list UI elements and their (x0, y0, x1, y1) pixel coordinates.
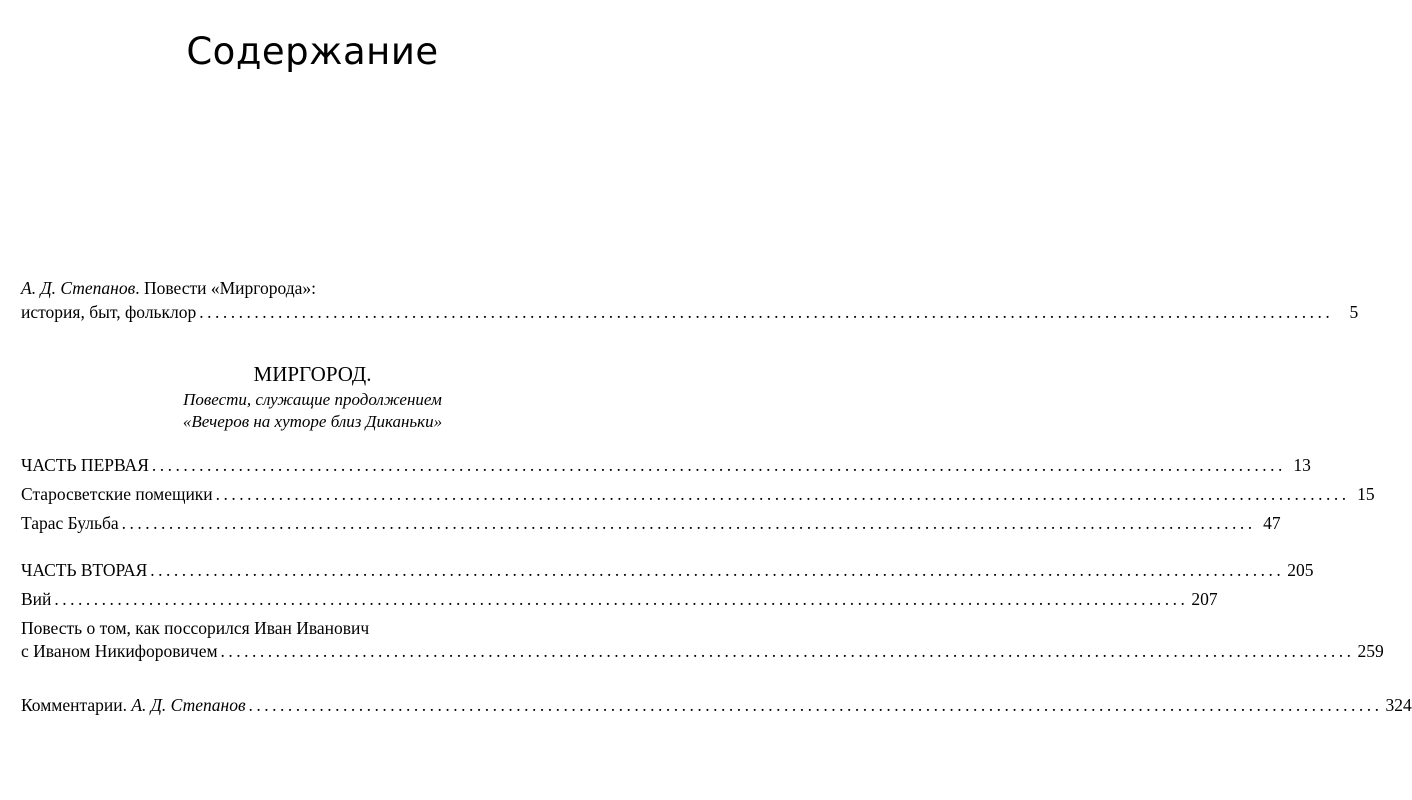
part2-title: ЧАСТЬ ВТОРАЯ (21, 560, 148, 580)
toc-entry-intro-line1 (21, 276, 593, 300)
page-number: 324 (1385, 695, 1412, 715)
intro-title-part2: история, быт, фольклор (21, 302, 197, 322)
entry-title: Старосветские помещики (21, 484, 213, 504)
page-number: 207 (1191, 589, 1218, 609)
intro-author: А. Д. Степанов (21, 278, 136, 298)
dot-leader: ................................................................................................................................................ (151, 455, 1286, 475)
entry-title: Тарас Бульба (21, 513, 119, 533)
povest-title-line2: с Иваном Никифоровичем (21, 641, 218, 661)
dot-leader: ................................................................................................................................................ (220, 641, 1355, 661)
comments-author: А. Д. Степанов (131, 695, 246, 715)
toc-entry-taras-bulba[interactable] (21, 509, 1281, 538)
section-title: МИРГОРОД. (253, 362, 372, 386)
toc-entry-part1[interactable] (21, 450, 1311, 480)
toc-comments (21, 693, 1412, 717)
section-subtitle-line2: «Вечеров на хуторе близ Диканьки» (182, 412, 443, 431)
page-number: 47 (1263, 513, 1281, 533)
toc-entry-povest[interactable] (21, 613, 1384, 663)
toc-entry-intro-line2 (21, 300, 1359, 324)
povest-title-line1: Повесть о том, как поссорился Иван Иванович (21, 618, 370, 638)
povest-title-line2-row (21, 639, 1384, 663)
section-subtitle-line1: Повести, служащие продолжением (183, 390, 442, 409)
dot-leader: ................................................................................................................................................ (199, 302, 1334, 322)
toc-part1 (21, 450, 1375, 538)
entry-title: Вий (21, 589, 52, 609)
toc-part2 (21, 555, 1384, 663)
toc-entry-part2[interactable] (21, 555, 1314, 585)
page-number: 5 (1349, 302, 1359, 322)
page-number: 15 (1357, 484, 1375, 504)
dot-leader: ................................................................................................................................................ (248, 695, 1383, 715)
toc-entry-vii[interactable] (21, 585, 1218, 613)
toc-entry-comments[interactable] (21, 693, 1412, 717)
part1-title: ЧАСТЬ ПЕРВАЯ (21, 455, 149, 475)
intro-title-part1: . Повести «Миргорода»: (135, 278, 317, 298)
toc-entry-intro[interactable] (21, 276, 1359, 324)
dot-leader: ................................................................................................................................................ (54, 589, 1189, 609)
dot-leader: ................................................................................................................................................ (215, 484, 1350, 504)
dot-leader: ................................................................................................................................................ (121, 513, 1256, 533)
page-title: Содержание (186, 30, 439, 73)
page-number: 259 (1357, 641, 1384, 661)
page-number: 205 (1287, 560, 1314, 580)
comments-title: Комментарии. (21, 695, 127, 715)
page-number: 13 (1293, 455, 1311, 475)
dot-leader: ................................................................................................................................................ (150, 560, 1285, 580)
toc-entry-starosvetskie[interactable] (21, 480, 1375, 509)
comments-label (21, 693, 246, 717)
